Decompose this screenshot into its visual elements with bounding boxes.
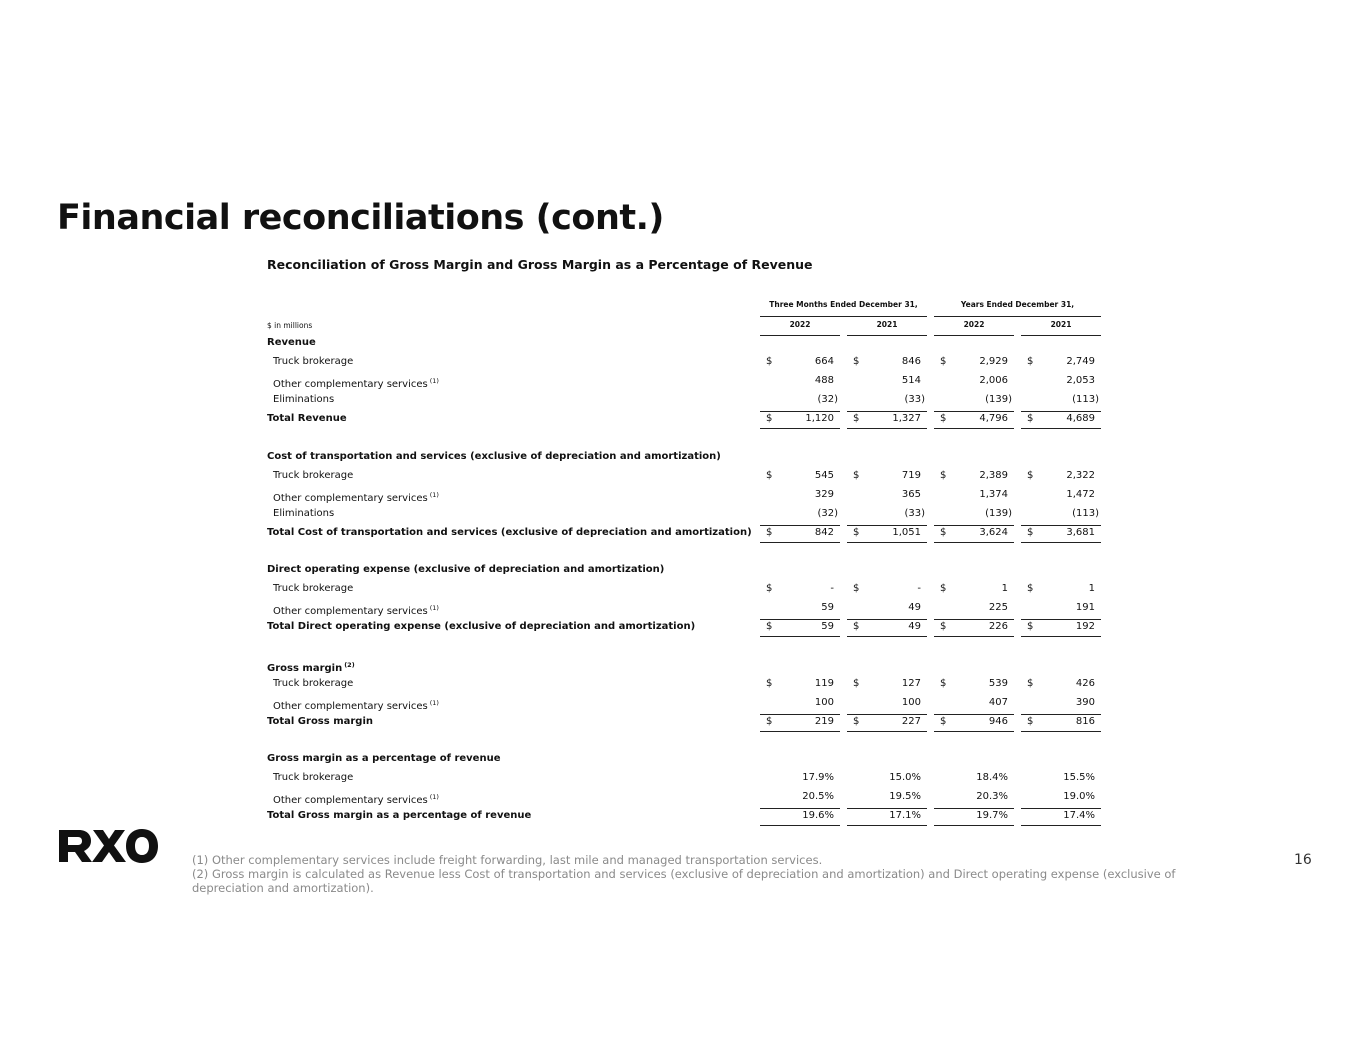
currency-symbol: $ xyxy=(1027,526,1034,538)
total-rule xyxy=(760,731,840,732)
row-label-text: Gross margin xyxy=(267,662,343,674)
total-rule xyxy=(760,808,840,809)
total-rule xyxy=(760,411,840,412)
row-label xyxy=(273,391,334,409)
cell-value: 20.5% xyxy=(802,791,834,802)
currency-symbol: $ xyxy=(853,715,860,727)
total-rule xyxy=(847,731,927,732)
period-underline xyxy=(760,316,927,317)
table-row xyxy=(0,769,1365,787)
table-section-header xyxy=(0,448,1365,466)
year-header: 2022 xyxy=(963,320,985,329)
year-header: 2021 xyxy=(876,320,898,329)
total-rule xyxy=(847,808,927,809)
cell-value: 329 xyxy=(814,488,834,500)
row-label xyxy=(267,618,695,636)
currency-symbol: $ xyxy=(940,715,947,727)
cell-value: 49 xyxy=(908,602,921,613)
row-label-text: Truck brokerage xyxy=(273,469,354,481)
row-label xyxy=(267,448,721,466)
cell-value: 20.3% xyxy=(976,791,1008,802)
footnote-marker: (2) xyxy=(344,660,355,669)
footnote-marker: (1) xyxy=(429,793,439,801)
cell-value: 192 xyxy=(1075,621,1095,632)
cell-value: 4,796 xyxy=(979,413,1008,424)
cell-value: (32) xyxy=(817,394,838,405)
rxo-logo xyxy=(57,826,159,866)
currency-symbol: $ xyxy=(1027,413,1034,424)
cell-value: 488 xyxy=(814,375,834,386)
currency-symbol: $ xyxy=(766,413,773,424)
table-title: Reconciliation of Gross Margin and Gross Margin as a Percentage of Revenue xyxy=(267,257,813,272)
footnote-1: (1) Other complementary services include freight forwarding, last mile and managed transportation services. xyxy=(192,853,823,867)
total-rule xyxy=(934,525,1014,526)
row-label-text: Other complementary services xyxy=(273,379,428,390)
row-label xyxy=(267,750,500,768)
currency-symbol: $ xyxy=(766,621,773,632)
footnotes xyxy=(192,853,1192,895)
row-label-text: Total Gross margin xyxy=(267,715,374,727)
row-label xyxy=(273,353,353,371)
table-row xyxy=(0,467,1365,485)
row-label-text: Total Direct operating expense (exclusive of depreciation and amortization) xyxy=(267,621,696,632)
currency-symbol: $ xyxy=(940,583,947,594)
cell-value: 846 xyxy=(901,356,921,367)
currency-symbol: $ xyxy=(940,526,947,538)
currency-symbol: $ xyxy=(853,356,860,367)
cell-value: 545 xyxy=(814,469,834,481)
cell-value: 19.6% xyxy=(802,810,834,821)
cell-value: 49 xyxy=(908,621,921,632)
cell-value: 2,053 xyxy=(1066,375,1095,386)
cell-value: 19.7% xyxy=(976,810,1008,821)
total-rule xyxy=(934,731,1014,732)
page-title: Financial reconciliations (cont.) xyxy=(57,198,664,238)
cell-value: 17.1% xyxy=(889,810,921,821)
currency-symbol: $ xyxy=(853,583,860,594)
footnote-marker: (1) xyxy=(429,698,439,707)
cell-value: (139) xyxy=(985,507,1012,519)
total-rule xyxy=(1021,411,1101,412)
cell-value: 2,389 xyxy=(979,469,1008,481)
row-label-text: Total Gross margin as a percentage of revenue xyxy=(267,810,532,821)
row-label-text: Truck brokerage xyxy=(273,356,354,367)
table-total-row xyxy=(0,410,1365,428)
cell-value: 59 xyxy=(821,621,834,632)
currency-symbol: $ xyxy=(766,715,773,727)
currency-symbol: $ xyxy=(853,526,860,538)
cell-value: 17.4% xyxy=(1063,810,1095,821)
row-label-text: Direct operating expense (exclusive of depreciation and amortization) xyxy=(267,564,665,575)
total-rule xyxy=(847,411,927,412)
footnote-marker: (1) xyxy=(429,490,439,499)
row-label-text: Total Cost of transportation and services (exclusive of depreciation and amortization) xyxy=(267,526,752,538)
total-rule xyxy=(934,542,1014,543)
cell-value: 226 xyxy=(988,621,1008,632)
cell-value: (113) xyxy=(1072,507,1099,519)
row-label xyxy=(267,807,531,825)
cell-value: - xyxy=(917,583,921,594)
currency-symbol: $ xyxy=(766,677,773,689)
cell-value: 1,051 xyxy=(892,526,921,538)
table-row xyxy=(0,353,1365,371)
cell-value: 514 xyxy=(901,375,921,386)
cell-value: 1 xyxy=(1001,583,1008,594)
cell-value: 59 xyxy=(821,602,834,613)
table-row xyxy=(0,694,1365,712)
period-header-years: Years Ended December 31, xyxy=(960,300,1075,309)
row-label-text: Total Revenue xyxy=(267,413,347,424)
currency-symbol: $ xyxy=(766,583,773,594)
currency-symbol: $ xyxy=(1027,621,1034,632)
table-row xyxy=(0,486,1365,504)
cell-value: 1,472 xyxy=(1066,488,1095,500)
row-label xyxy=(267,561,664,579)
total-rule xyxy=(934,808,1014,809)
row-label-text: Truck brokerage xyxy=(273,677,354,689)
currency-symbol: $ xyxy=(940,677,947,689)
cell-value: 119 xyxy=(814,677,834,689)
row-label-text: Truck brokerage xyxy=(273,772,354,783)
total-rule xyxy=(760,636,840,637)
total-rule xyxy=(847,825,927,826)
row-label xyxy=(273,505,334,523)
currency-symbol: $ xyxy=(853,621,860,632)
cell-value: 539 xyxy=(988,677,1008,689)
total-rule xyxy=(1021,525,1101,526)
row-label-text: Revenue xyxy=(267,337,316,348)
table-total-row xyxy=(0,713,1365,731)
row-label xyxy=(273,675,353,693)
currency-symbol: $ xyxy=(766,356,773,367)
total-rule xyxy=(847,542,927,543)
row-label-text: Other complementary services xyxy=(273,795,428,806)
cell-value: 100 xyxy=(901,696,921,708)
cell-value: 1,327 xyxy=(892,413,921,424)
cell-value: 426 xyxy=(1075,677,1095,689)
page-number: 16 xyxy=(1294,852,1312,868)
table-row xyxy=(0,391,1365,409)
table-row xyxy=(0,788,1365,806)
row-label xyxy=(273,580,353,598)
currency-symbol: $ xyxy=(853,677,860,689)
cell-value: 191 xyxy=(1075,602,1095,613)
row-label-text: Eliminations xyxy=(273,507,335,519)
cell-value: 2,322 xyxy=(1066,469,1095,481)
total-rule xyxy=(847,714,927,715)
row-label xyxy=(267,410,347,428)
cell-value: 365 xyxy=(901,488,921,500)
total-rule xyxy=(760,542,840,543)
cell-value: 1,120 xyxy=(805,413,834,424)
table-row xyxy=(0,599,1365,617)
cell-value: 2,749 xyxy=(1066,356,1095,367)
units-label: $ in millions xyxy=(267,321,313,330)
currency-symbol: $ xyxy=(940,621,947,632)
cell-value: (32) xyxy=(817,507,838,519)
total-rule xyxy=(1021,731,1101,732)
cell-value: 816 xyxy=(1075,715,1095,727)
total-rule xyxy=(760,714,840,715)
cell-value: 842 xyxy=(814,526,834,538)
row-label-text: Other complementary services xyxy=(273,606,428,617)
cell-value: (33) xyxy=(904,394,925,405)
currency-symbol: $ xyxy=(940,413,947,424)
currency-symbol: $ xyxy=(766,469,773,481)
total-rule xyxy=(1021,825,1101,826)
year-header: 2022 xyxy=(789,320,811,329)
total-rule xyxy=(760,825,840,826)
total-rule xyxy=(847,636,927,637)
currency-symbol: $ xyxy=(1027,715,1034,727)
footnote-2: (2) Gross margin is calculated as Revenue less Cost of transportation and services (exclusive of depreciation and amortization) and Direct operating expense (exclusive of depreciation and amortization). xyxy=(192,867,1176,895)
total-rule xyxy=(934,428,1014,429)
total-rule xyxy=(934,619,1014,620)
cell-value: 2,006 xyxy=(979,375,1008,386)
cell-value: 100 xyxy=(814,696,834,708)
total-rule xyxy=(1021,619,1101,620)
cell-value: 225 xyxy=(988,602,1008,613)
cell-value: 719 xyxy=(901,469,921,481)
currency-symbol: $ xyxy=(940,356,947,367)
cell-value: 3,681 xyxy=(1066,526,1095,538)
currency-symbol: $ xyxy=(766,526,773,538)
total-rule xyxy=(1021,714,1101,715)
year-header: 2021 xyxy=(1050,320,1072,329)
row-label xyxy=(267,524,752,542)
table-row xyxy=(0,372,1365,390)
total-rule xyxy=(934,714,1014,715)
currency-symbol: $ xyxy=(1027,356,1034,367)
total-rule xyxy=(1021,542,1101,543)
period-underline xyxy=(934,316,1101,317)
period-header-three-months: Three Months Ended December 31, xyxy=(769,300,918,309)
table-total-row xyxy=(0,807,1365,825)
table-section-header xyxy=(0,561,1365,579)
total-rule xyxy=(760,428,840,429)
cell-value: - xyxy=(830,583,834,594)
cell-value: 407 xyxy=(988,696,1008,708)
cell-value: 219 xyxy=(814,715,834,727)
cell-value: 946 xyxy=(988,715,1008,727)
cell-value: 15.5% xyxy=(1063,772,1095,783)
currency-symbol: $ xyxy=(1027,583,1034,594)
row-label xyxy=(273,769,353,787)
cell-value: 2,929 xyxy=(979,356,1008,367)
cell-value: 1 xyxy=(1088,583,1095,594)
row-label-text: Gross margin as a percentage of revenue xyxy=(267,753,501,764)
cell-value: (113) xyxy=(1072,394,1099,405)
total-rule xyxy=(760,525,840,526)
cell-value: 664 xyxy=(814,356,834,367)
currency-symbol: $ xyxy=(1027,677,1034,689)
cell-value: 127 xyxy=(901,677,921,689)
cell-value: 4,689 xyxy=(1066,413,1095,424)
table-row xyxy=(0,505,1365,523)
cell-value: (139) xyxy=(985,394,1012,405)
total-rule xyxy=(1021,636,1101,637)
total-rule xyxy=(934,636,1014,637)
footnote-marker: (1) xyxy=(429,604,439,612)
cell-value: 1,374 xyxy=(979,488,1008,500)
table-section-header xyxy=(0,656,1365,674)
total-rule xyxy=(1021,428,1101,429)
row-label xyxy=(273,467,353,485)
row-label-text: Cost of transportation and services (exclusive of depreciation and amortization) xyxy=(267,450,721,462)
row-label-text: Eliminations xyxy=(273,394,335,405)
table-row xyxy=(0,675,1365,693)
total-rule xyxy=(934,411,1014,412)
cell-value: 18.4% xyxy=(976,772,1008,783)
footnote-marker: (1) xyxy=(429,377,439,385)
table-section-header xyxy=(0,750,1365,768)
total-rule xyxy=(760,619,840,620)
table-row xyxy=(0,580,1365,598)
cell-value: 17.9% xyxy=(802,772,834,783)
row-label-text: Other complementary services xyxy=(273,700,428,712)
currency-symbol: $ xyxy=(853,469,860,481)
cell-value: 3,624 xyxy=(979,526,1008,538)
total-rule xyxy=(934,825,1014,826)
cell-value: 390 xyxy=(1075,696,1095,708)
row-label xyxy=(267,713,373,731)
total-rule xyxy=(847,619,927,620)
table-section-header xyxy=(0,334,1365,352)
total-rule xyxy=(847,428,927,429)
row-label xyxy=(267,334,316,352)
currency-symbol: $ xyxy=(940,469,947,481)
row-label-text: Truck brokerage xyxy=(273,583,354,594)
total-rule xyxy=(847,525,927,526)
cell-value: 19.0% xyxy=(1063,791,1095,802)
currency-symbol: $ xyxy=(1027,469,1034,481)
cell-value: 15.0% xyxy=(889,772,921,783)
row-label-text: Other complementary services xyxy=(273,492,428,504)
total-rule xyxy=(1021,808,1101,809)
cell-value: (33) xyxy=(904,507,925,519)
table-total-row xyxy=(0,524,1365,542)
cell-value: 227 xyxy=(901,715,921,727)
table-total-row xyxy=(0,618,1365,636)
cell-value: 19.5% xyxy=(889,791,921,802)
currency-symbol: $ xyxy=(853,413,860,424)
